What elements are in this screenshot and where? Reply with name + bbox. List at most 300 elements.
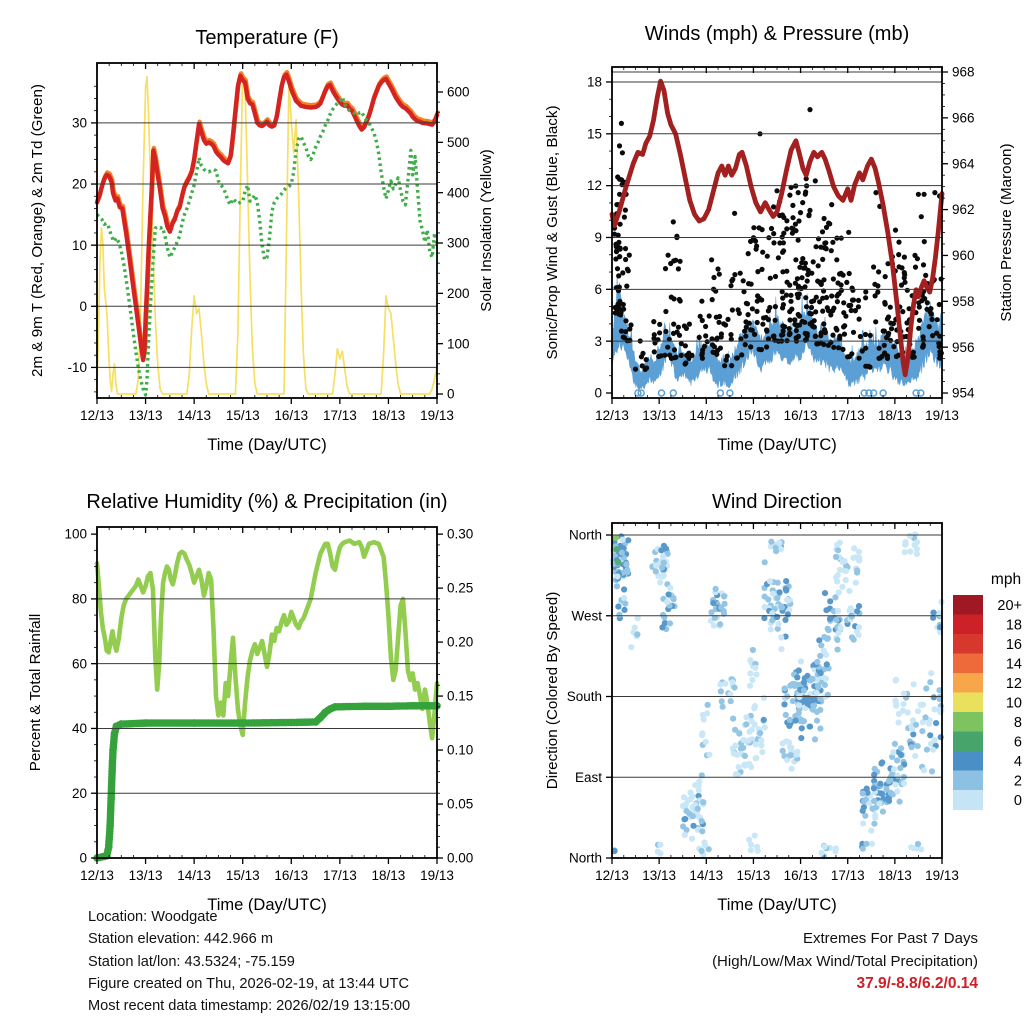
wind-dir-dot: [614, 583, 620, 589]
data-timestamp: Most recent data timestamp: 2026/02/19 13:15:00: [88, 998, 411, 1015]
gust-dot: [857, 356, 862, 361]
wind-dir-dot: [908, 844, 914, 850]
gust-dot: [751, 225, 756, 230]
wind-dir-dot: [776, 540, 782, 546]
wind-dir-dot: [736, 764, 742, 770]
wind-dir-dot: [843, 577, 849, 583]
gust-dot: [757, 296, 762, 301]
gust-dot: [773, 318, 778, 323]
wind-dir-dot: [751, 705, 757, 711]
gust-dot: [794, 328, 799, 333]
gust-dot: [678, 259, 683, 264]
gust-dot: [800, 319, 805, 324]
y-tick-label: 956: [952, 339, 975, 355]
wind-dir-dot: [817, 653, 823, 659]
gust-dot: [896, 252, 901, 257]
wind-dir-dot: [794, 674, 800, 680]
gust-dot: [839, 282, 844, 287]
gust-dot: [840, 347, 845, 352]
wind-dir-dot: [814, 659, 820, 665]
gust-dot: [746, 281, 751, 286]
wind-dir-dot: [893, 703, 899, 709]
wind-dir-dot: [762, 559, 768, 565]
gust-dot: [894, 354, 899, 359]
gust-dot: [809, 305, 814, 310]
wind-dir-dot: [798, 735, 804, 741]
gust-dot: [741, 289, 746, 294]
gust-dot: [919, 298, 924, 303]
wind-dir-dot: [757, 730, 763, 736]
gust-dot: [613, 305, 618, 310]
wind-dir-dot: [821, 648, 827, 654]
gust-dot: [677, 297, 682, 302]
y-tick-label: 18: [586, 74, 602, 90]
gust-dot: [807, 107, 812, 112]
gust-dot: [743, 334, 748, 339]
precip-dots: [93, 702, 441, 862]
gust-dot: [781, 328, 786, 333]
gust-dot: [682, 323, 687, 328]
gust-dot: [619, 121, 624, 126]
wind-dir-dot: [753, 672, 759, 678]
gust-dot: [787, 326, 792, 331]
wind-dir-dot: [787, 717, 793, 723]
gust-dot: [828, 312, 833, 317]
gust-dot: [623, 208, 628, 213]
gust-dot: [663, 309, 668, 314]
temperature-panel: [29, 27, 495, 454]
wind-dir-dot: [666, 591, 672, 597]
wind-dir-dot: [933, 720, 939, 726]
x-tick-label: 15/13: [225, 408, 260, 423]
colorbar-label: 10: [1005, 695, 1022, 712]
x-tick-label: 16/13: [274, 408, 309, 423]
gust-dot: [902, 275, 907, 280]
gust-dot: [822, 241, 827, 246]
gust-dot: [834, 257, 839, 262]
gust-dot: [868, 333, 873, 338]
gust-dot: [822, 245, 827, 250]
wind-dir-dot: [762, 594, 768, 600]
gust-dot: [827, 221, 832, 226]
gust-dot: [666, 253, 671, 258]
gust-dot: [845, 354, 850, 359]
gust-dot: [622, 215, 627, 220]
x-tick-label: 14/13: [689, 408, 724, 423]
gust-dot: [877, 346, 882, 351]
colorbar-label: 20+: [997, 597, 1022, 614]
gust-dot: [705, 339, 710, 344]
wind-dir-dot: [690, 823, 696, 829]
wind-dir-dot: [731, 750, 737, 756]
wind-dir-dot: [801, 687, 807, 693]
gust-dot: [821, 321, 826, 326]
wind-dir-dot: [653, 568, 659, 574]
wind-dir-dot: [834, 637, 840, 643]
gust-dot: [837, 334, 842, 339]
gust-dot: [860, 348, 865, 353]
y-tick-label: 400: [447, 185, 470, 201]
gust-dot: [939, 276, 944, 281]
gust-dot: [841, 300, 846, 305]
wind-dir-dot: [804, 697, 810, 703]
wind-dir-dot: [827, 616, 833, 622]
y-tick-label: 10: [71, 237, 87, 253]
gust-dot: [790, 215, 795, 220]
wind-dir-dot: [823, 607, 829, 613]
wind-dir-dot: [683, 802, 689, 808]
x-tick-label: 17/13: [322, 868, 357, 883]
gust-dot: [813, 178, 818, 183]
gust-dot: [896, 240, 901, 245]
gust-dot: [669, 295, 674, 300]
gust-dot: [881, 328, 886, 333]
gust-dot: [803, 295, 808, 300]
wind-dir-dot: [743, 721, 749, 727]
gust-dot: [792, 317, 797, 322]
wind-dir-dot: [657, 850, 663, 856]
wind-dir-dot: [921, 767, 927, 773]
x-tick-label: 14/13: [177, 868, 212, 883]
x-tick-label: 18/13: [877, 408, 912, 423]
gust-dot: [657, 322, 662, 327]
wind-dir-dot: [773, 548, 779, 554]
gust-dot: [935, 317, 940, 322]
figure-created: Figure created on Thu, 2026-02-19, at 13:44 UTC: [88, 975, 409, 992]
y-tick-label: South: [566, 689, 602, 705]
colorbar-swatch: [953, 595, 983, 615]
y-tick-label: North: [568, 527, 602, 543]
wind-dir-dot: [661, 573, 667, 579]
y-tick-label: 100: [64, 526, 87, 542]
colorbar-swatch: [953, 615, 983, 635]
plot-frame: [612, 523, 942, 858]
wind-dir-dot: [910, 731, 916, 737]
wind-dir-dot: [782, 617, 788, 623]
x-tick-label: 13/13: [128, 408, 163, 423]
gust-dot: [793, 281, 798, 286]
gust-dot: [754, 309, 759, 314]
gust-dot: [814, 244, 819, 249]
wind-dir-dot: [699, 730, 705, 736]
wind-dir-dot: [903, 541, 909, 547]
gust-dot: [805, 272, 810, 277]
wind-dir-dot: [720, 704, 726, 710]
gust-dot: [807, 212, 812, 217]
gust-dot: [615, 266, 620, 271]
colorbar-swatch: [953, 693, 983, 713]
wind-dir-dot: [920, 702, 926, 708]
gust-dot: [820, 309, 825, 314]
wind-dir-dot: [783, 578, 789, 584]
colorbar-swatch: [953, 790, 983, 810]
wind-dir-dot: [825, 626, 831, 632]
gust-dot: [932, 190, 937, 195]
x-tick-label: 16/13: [783, 868, 818, 883]
gust-dot: [822, 327, 827, 332]
gust-dot: [830, 240, 835, 245]
wind-dir-dot: [838, 625, 844, 631]
calm-marker: [659, 390, 665, 396]
gust-dot: [633, 367, 638, 372]
gust-dot: [771, 240, 776, 245]
gust-dot: [899, 265, 904, 270]
wind-dir-dot: [909, 726, 915, 732]
x-tick-label: 15/13: [736, 868, 771, 883]
wind-dir-dot: [615, 559, 622, 566]
colorbar-label: 14: [1005, 656, 1022, 673]
gust-dot: [809, 299, 814, 304]
wind-dir-dot: [729, 679, 735, 685]
gust-dot: [912, 253, 917, 258]
gust-dot: [796, 190, 801, 195]
colorbar-swatch: [953, 732, 983, 752]
gust-dot: [792, 322, 797, 327]
wind-dir-dot: [701, 839, 707, 845]
wind-dir-dot: [749, 677, 755, 683]
gust-dot: [730, 277, 735, 282]
wind-dir-dot: [928, 670, 934, 676]
gust-dot: [617, 254, 622, 259]
gust-dot: [679, 353, 684, 358]
wind-dir-dot: [701, 716, 707, 722]
wind-dir-dot: [843, 568, 849, 574]
wind-dir-dot: [827, 598, 833, 604]
wind-dir-dot: [886, 778, 892, 784]
gust-dot: [781, 215, 786, 220]
wind-dir-dot: [747, 670, 753, 676]
y-tick-label: 600: [447, 84, 470, 100]
wind-dir-dot: [780, 748, 786, 754]
gust-dot: [745, 301, 750, 306]
wind-dir-dot: [699, 848, 705, 854]
wind-dir-dot: [711, 623, 717, 629]
x-axis-label: Time (Day/UTC): [207, 436, 327, 454]
gust-dot: [759, 267, 764, 272]
wind-dir-dot: [761, 717, 767, 723]
gust-dot: [620, 150, 625, 155]
gust-dot: [863, 289, 868, 294]
gust-dot: [922, 239, 927, 244]
wind-dir-dot: [721, 593, 727, 599]
wind-dir-dot: [892, 698, 898, 704]
station-location: Location: Woodgate: [88, 909, 218, 925]
wind-dir-dot: [846, 588, 852, 594]
wind-dir-dot: [793, 718, 799, 724]
x-tick-label: 17/13: [830, 868, 865, 883]
wind-dir-dot: [746, 761, 752, 767]
wind-dir-dot: [833, 617, 839, 623]
gust-dot: [834, 326, 839, 331]
wind-dir-dot: [700, 799, 706, 805]
gust-dot: [652, 349, 657, 354]
gust-dot: [671, 219, 676, 224]
gust-dot: [804, 304, 809, 309]
gust-dot: [757, 225, 762, 230]
gust-dot: [767, 305, 772, 310]
y-tick-label: 500: [447, 134, 470, 150]
gust-dot: [899, 283, 904, 288]
wind-dir-dot: [731, 685, 737, 691]
y-tick-label: 6: [594, 281, 602, 297]
gust-dot: [683, 343, 688, 348]
x-tick-label: 19/13: [420, 868, 454, 883]
wind-dir-dot: [761, 695, 767, 701]
wind-dir-dot: [613, 546, 620, 553]
x-tick-label: 18/13: [371, 868, 406, 883]
wind-dir-dot: [923, 685, 929, 691]
gust-dot: [803, 192, 808, 197]
gust-dot: [850, 286, 855, 291]
gust-dot: [891, 344, 896, 349]
y-tick-label: 0: [447, 386, 455, 402]
wind-dir-dot: [822, 844, 828, 850]
gust-dot: [838, 271, 843, 276]
wind-dir-dot: [872, 815, 878, 821]
gust-dot: [715, 336, 720, 341]
gust-dot: [891, 321, 896, 326]
wind-dir-dot: [832, 848, 838, 854]
gust-dot: [789, 226, 794, 231]
wind-dir-dot: [879, 759, 885, 765]
wind-dir-dot: [909, 744, 915, 750]
wind-dir-dot: [898, 752, 904, 758]
y-tick-label: 12: [586, 178, 602, 194]
wind-dir-dot: [793, 752, 799, 758]
gust-dot: [748, 327, 753, 332]
gust-dot: [710, 342, 715, 347]
gust-dot: [703, 324, 708, 329]
gust-dot: [916, 192, 921, 197]
gust-dot: [669, 356, 674, 361]
wind-dir-dot: [621, 607, 627, 613]
gust-dot: [788, 299, 793, 304]
gust-dot: [618, 222, 623, 227]
wind-dir-dot: [905, 709, 911, 715]
gust-dot: [748, 344, 753, 349]
gust-dot: [613, 310, 618, 315]
panel-title: Relative Humidity (%) & Precipitation (in): [86, 491, 448, 513]
y-tick-label: 0.25: [447, 580, 474, 596]
wind-dir-dot: [810, 697, 816, 703]
wind-dir-dot: [782, 685, 788, 691]
gust-dot: [764, 329, 769, 334]
wind-dir-dot: [786, 723, 792, 729]
gust-dot: [676, 325, 681, 330]
wind-dir-dot: [812, 736, 818, 742]
wind-dir-dot: [696, 778, 702, 784]
gust-dot: [616, 240, 621, 245]
wind-dir-dot: [821, 634, 827, 640]
gust-dot: [764, 344, 769, 349]
wind-dir-dot: [924, 747, 930, 753]
x-tick-label: 13/13: [128, 868, 163, 883]
gust-dot: [790, 203, 795, 208]
gust-dot: [700, 318, 705, 323]
wind-dir-dot: [901, 701, 907, 707]
gust-dot: [627, 253, 632, 258]
gust-dot: [900, 309, 905, 314]
gust-dot: [814, 295, 819, 300]
wind-dir-dot: [788, 682, 794, 688]
wind-dir-dot: [743, 714, 749, 720]
gust-dot: [700, 351, 705, 356]
gust-dot: [831, 276, 836, 281]
y-tick-label: 0.15: [447, 688, 474, 704]
x-tick-label: 12/13: [595, 408, 629, 423]
wind-dir-dot: [850, 555, 856, 561]
gust-dot: [837, 291, 842, 296]
gust-dot: [725, 354, 730, 359]
gust-dot: [830, 333, 835, 338]
x-tick-label: 16/13: [783, 408, 818, 423]
colorbar-label: 4: [1013, 753, 1022, 770]
x-axis-label: Time (Day/UTC): [717, 436, 837, 454]
wind-dir-dot: [833, 574, 839, 580]
gust-dot: [671, 331, 676, 336]
extremes-title: Extremes For Past 7 Days: [802, 930, 978, 947]
wind-dir-dot: [927, 679, 933, 685]
gust-dot: [729, 363, 734, 368]
gust-dot: [728, 283, 733, 288]
gust-dot: [927, 307, 932, 312]
wind-dir-dot: [898, 745, 904, 751]
wind-dir-dot: [615, 604, 621, 610]
wind-dir-dot: [699, 828, 705, 834]
x-tick-label: 19/13: [925, 408, 959, 423]
direction-dots: [610, 531, 944, 859]
wind-dir-dot: [835, 647, 841, 653]
wind-dir-dot: [856, 603, 862, 609]
wind-dir-dot: [931, 706, 937, 712]
gust-dot: [888, 305, 893, 310]
y-tick-label: 300: [447, 235, 470, 251]
gust-dot: [743, 342, 748, 347]
y-axis-label-left: Direction (Colored By Speed): [544, 591, 561, 790]
wind-dir-dot: [717, 682, 723, 688]
gust-dot: [623, 318, 628, 323]
gust-dot: [811, 259, 816, 264]
gust-dot: [623, 257, 628, 262]
x-tick-label: 14/13: [689, 868, 724, 883]
gust-dot: [796, 238, 801, 243]
gust-dot: [921, 338, 926, 343]
x-tick-label: 13/13: [642, 868, 677, 883]
wind-dir-dot: [841, 558, 847, 564]
winds-pressure-panel: [544, 23, 1015, 454]
gust-dot: [760, 250, 765, 255]
wind-dir-dot: [853, 580, 859, 586]
gust-dot: [615, 174, 620, 179]
wind-dir-dot: [667, 585, 673, 591]
gust-dot: [722, 363, 727, 368]
wind-dir-dot: [680, 823, 686, 829]
gust-dot: [789, 307, 794, 312]
gust-dot: [820, 257, 825, 262]
panel-title: Temperature (F): [195, 27, 339, 49]
wind-dir-dot: [762, 724, 768, 730]
gust-dot: [921, 262, 926, 267]
gust-dot: [902, 270, 907, 275]
y-tick-label: 0.10: [447, 742, 474, 758]
x-tick-label: 19/13: [925, 868, 959, 883]
gust-dot: [810, 324, 815, 329]
gust-dot: [858, 334, 863, 339]
gust-dot: [626, 268, 631, 273]
gust-dot: [700, 356, 705, 361]
wind-dir-dot: [799, 725, 805, 731]
gust-dot: [703, 333, 708, 338]
